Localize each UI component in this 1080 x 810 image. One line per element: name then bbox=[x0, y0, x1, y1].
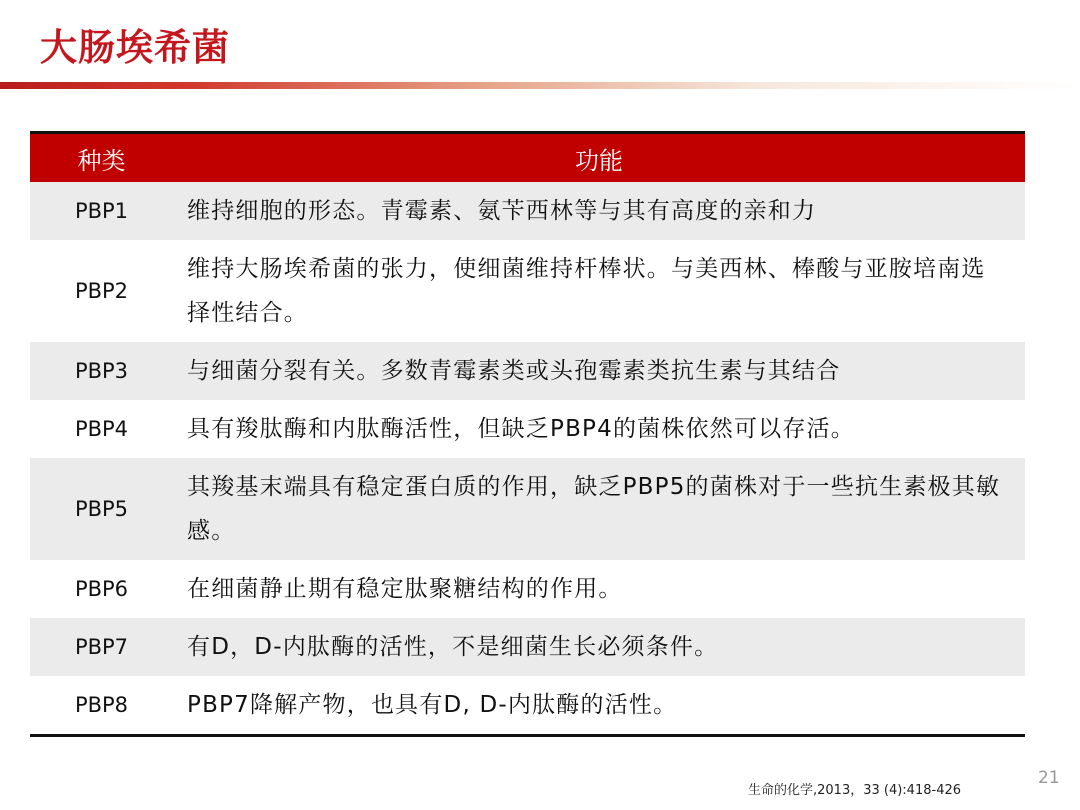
citation: 生命的化学,2013，33 (4):418-426 bbox=[748, 783, 962, 798]
cell-function: 其羧基末端具有稳定蛋白质的作用，缺乏PBP5的菌株对于一些抗生素极其敏感。 bbox=[173, 458, 1025, 560]
cell-type: PBP7 bbox=[30, 618, 173, 676]
cell-function: 维持大肠埃希菌的张力，使细菌维持杆棒状。与美西林、棒酸与亚胺培南选择性结合。 bbox=[173, 240, 1025, 342]
table-header-row bbox=[30, 133, 1025, 183]
cell-type: PBP3 bbox=[30, 342, 173, 400]
slide-title: 大肠埃希菌 bbox=[40, 26, 230, 69]
cell-type: PBP5 bbox=[30, 458, 173, 560]
table-row bbox=[30, 400, 1025, 458]
table-row bbox=[30, 676, 1025, 736]
table-row bbox=[30, 560, 1025, 618]
cell-function: 有D，D-内肽酶的活性，不是细菌生长必须条件。 bbox=[173, 618, 1025, 676]
cell-type: PBP8 bbox=[30, 676, 173, 736]
pbp-table bbox=[30, 131, 1025, 737]
cell-type: PBP6 bbox=[30, 560, 173, 618]
cell-type: PBP4 bbox=[30, 400, 173, 458]
title-underline bbox=[0, 82, 1080, 89]
header-function: 功能 bbox=[173, 133, 1025, 183]
table-row bbox=[30, 342, 1025, 400]
table-row bbox=[30, 182, 1025, 240]
cell-function: 与细菌分裂有关。多数青霉素类或头孢霉素类抗生素与其结合 bbox=[173, 342, 1025, 400]
table-row bbox=[30, 240, 1025, 342]
table-row bbox=[30, 618, 1025, 676]
cell-function: 具有羧肽酶和内肽酶活性，但缺乏PBP4的菌株依然可以存活。 bbox=[173, 400, 1025, 458]
cell-function: 在细菌静止期有稳定肽聚糖结构的作用。 bbox=[173, 560, 1025, 618]
cell-type: PBP2 bbox=[30, 240, 173, 342]
table-row bbox=[30, 458, 1025, 560]
cell-type: PBP1 bbox=[30, 182, 173, 240]
cell-function: PBP7降解产物，也具有D, D-内肽酶的活性。 bbox=[173, 676, 1025, 736]
page-number: 21 bbox=[1038, 768, 1060, 788]
cell-function: 维持细胞的形态。青霉素、氨苄西林等与其有高度的亲和力 bbox=[173, 182, 1025, 240]
header-type: 种类 bbox=[30, 133, 173, 183]
